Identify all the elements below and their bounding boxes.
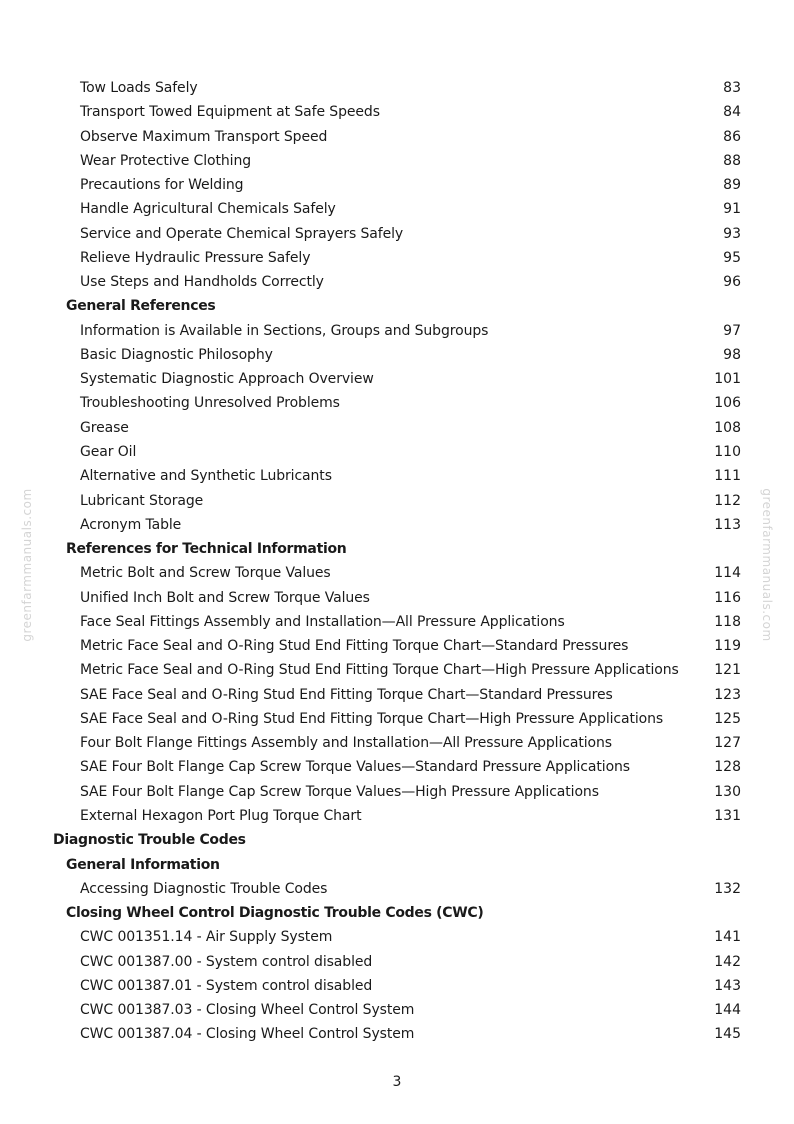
- toc-entry-page-number: 145: [714, 1026, 741, 1043]
- toc-entry[interactable]: [0, 998, 794, 1022]
- toc-entry[interactable]: [0, 804, 794, 828]
- toc-entry[interactable]: [0, 489, 794, 513]
- toc-entry[interactable]: [0, 658, 794, 682]
- toc-entry-page-number: 101: [714, 371, 741, 388]
- toc-entry-title: SAE Face Seal and O-Ring Stud End Fitting Torque Chart—High Pressure Applications: [80, 710, 664, 727]
- toc-entry-page-number: 116: [714, 589, 741, 606]
- toc-entry[interactable]: [0, 391, 794, 415]
- toc-entry-title: External Hexagon Port Plug Torque Chart: [80, 807, 362, 824]
- toc-entry-title: Metric Bolt and Screw Torque Values: [80, 565, 331, 582]
- toc-entry-page-number: 142: [714, 953, 741, 970]
- toc-entry[interactable]: [0, 76, 794, 100]
- toc-entry[interactable]: [0, 367, 794, 391]
- toc-entry-page-number: 130: [714, 783, 741, 800]
- toc-entry-title: SAE Four Bolt Flange Cap Screw Torque Values—Standard Pressure Applications: [80, 759, 630, 776]
- toc-section: [0, 901, 794, 925]
- table-of-contents: [0, 76, 794, 1047]
- page-number: 3: [392, 1074, 402, 1090]
- toc-entry-page-number: 123: [714, 686, 741, 703]
- toc-section: [0, 537, 794, 561]
- toc-entry-page-number: 88: [723, 152, 741, 169]
- toc-entry-page-number: 143: [714, 977, 741, 994]
- toc-entry-title: Systematic Diagnostic Approach Overview: [80, 371, 374, 388]
- toc-entry-title: Service and Operate Chemical Sprayers Safely: [80, 225, 404, 242]
- toc-entry-title: SAE Four Bolt Flange Cap Screw Torque Values—High Pressure Applications: [80, 783, 599, 800]
- toc-entry-page-number: 84: [723, 104, 741, 121]
- toc-entry-page-number: 114: [714, 565, 741, 582]
- toc-entry[interactable]: [0, 464, 794, 488]
- toc-entry[interactable]: [0, 755, 794, 779]
- toc-entry[interactable]: [0, 877, 794, 901]
- toc-entry[interactable]: [0, 1022, 794, 1046]
- toc-section-title: References for Technical Information: [66, 541, 347, 558]
- toc-entry-page-number: 97: [723, 322, 741, 339]
- toc-entry[interactable]: [0, 707, 794, 731]
- toc-entry-page-number: 119: [714, 638, 741, 655]
- toc-entry[interactable]: [0, 561, 794, 585]
- toc-entry-page-number: 111: [714, 468, 741, 485]
- toc-entry[interactable]: [0, 634, 794, 658]
- toc-entry-title: CWC 001387.03 - Closing Wheel Control System: [80, 1002, 415, 1019]
- toc-entry-page-number: 118: [714, 613, 741, 630]
- toc-entry[interactable]: [0, 270, 794, 294]
- toc-entry-title: SAE Face Seal and O-Ring Stud End Fitting Torque Chart—Standard Pressures: [80, 686, 613, 703]
- toc-entry-page-number: 91: [723, 201, 741, 218]
- toc-entry-page-number: 83: [723, 80, 741, 96]
- toc-entry-page-number: 121: [714, 662, 741, 679]
- toc-entry[interactable]: [0, 683, 794, 707]
- toc-section-title: General References: [66, 298, 216, 315]
- toc-entry[interactable]: [0, 197, 794, 221]
- toc-entry[interactable]: [0, 416, 794, 440]
- toc-entry[interactable]: [0, 246, 794, 270]
- toc-entry-page-number: 112: [714, 492, 741, 509]
- toc-entry-page-number: 131: [714, 807, 741, 824]
- toc-entry-title: Information is Available in Sections, Groups and Subgroups: [80, 322, 489, 339]
- toc-entry-page-number: 96: [723, 274, 741, 291]
- toc-entry[interactable]: [0, 586, 794, 610]
- toc-entry-page-number: 127: [714, 735, 741, 752]
- toc-entry-title: CWC 001387.01 - System control disabled: [80, 977, 373, 994]
- toc-entry-title: CWC 001387.00 - System control disabled: [80, 953, 373, 970]
- toc-entry-page-number: 110: [714, 443, 741, 460]
- toc-entry-page-number: 86: [723, 128, 741, 145]
- toc-entry-page-number: 89: [723, 177, 741, 194]
- watermark-left: greenfarmmanuals.com: [20, 488, 34, 642]
- toc-entry-page-number: 108: [714, 419, 741, 436]
- toc-entry-title: Precautions for Welding: [80, 177, 244, 194]
- toc-entry-title: Observe Maximum Transport Speed: [80, 128, 328, 145]
- toc-entry-title: Handle Agricultural Chemicals Safely: [80, 201, 336, 218]
- toc-entry-title: Alternative and Synthetic Lubricants: [80, 468, 332, 485]
- toc-entry-title: CWC 001351.14 - Air Supply System: [80, 929, 333, 946]
- toc-entry[interactable]: [0, 610, 794, 634]
- toc-entry-title: Metric Face Seal and O-Ring Stud End Fitting Torque Chart—High Pressure Applications: [80, 662, 679, 679]
- toc-entry-title: Lubricant Storage: [80, 492, 204, 509]
- toc-entry[interactable]: [0, 100, 794, 124]
- toc-entry-title: CWC 001387.04 - Closing Wheel Control System: [80, 1026, 415, 1043]
- toc-entry-title: Accessing Diagnostic Trouble Codes: [80, 880, 328, 897]
- toc-entry-page-number: 125: [714, 710, 741, 727]
- toc-entry-title: Face Seal Fittings Assembly and Installation—All Pressure Applications: [80, 613, 565, 630]
- toc-chapter-title: Diagnostic Trouble Codes: [53, 832, 246, 849]
- toc-entry-page-number: 106: [714, 395, 741, 412]
- toc-entry-page-number: 93: [723, 225, 741, 242]
- toc-entry-title: Four Bolt Flange Fittings Assembly and Installation—All Pressure Applications: [80, 735, 612, 752]
- toc-entry[interactable]: [0, 925, 794, 949]
- toc-entry-title: Grease: [80, 419, 129, 436]
- toc-entry-page-number: 95: [723, 249, 741, 266]
- toc-entry-title: Transport Towed Equipment at Safe Speeds: [80, 104, 380, 121]
- toc-entry-title: Gear Oil: [80, 443, 137, 460]
- toc-entry-title: Tow Loads Safely: [80, 80, 198, 96]
- toc-section-title: General Information: [66, 856, 220, 873]
- toc-entry-title: Unified Inch Bolt and Screw Torque Values: [80, 589, 370, 606]
- toc-entry-title: Troubleshooting Unresolved Problems: [80, 395, 340, 412]
- toc-entry-page-number: 132: [714, 880, 741, 897]
- toc-section-title: Closing Wheel Control Diagnostic Trouble Codes (CWC): [66, 905, 484, 922]
- toc-section: [0, 853, 794, 877]
- toc-entry[interactable]: [0, 440, 794, 464]
- toc-entry[interactable]: [0, 513, 794, 537]
- toc-entry-title: Basic Diagnostic Philosophy: [80, 346, 273, 363]
- toc-entry-title: Metric Face Seal and O-Ring Stud End Fitting Torque Chart—Standard Pressures: [80, 638, 629, 655]
- toc-entry[interactable]: [0, 125, 794, 149]
- toc-entry-page-number: 128: [714, 759, 741, 776]
- toc-entry-page-number: 98: [723, 346, 741, 363]
- toc-section: [0, 294, 794, 318]
- watermark-right: greenfarmmanuals.com: [760, 488, 774, 642]
- toc-entry-page-number: 113: [714, 516, 741, 533]
- toc-entry-page-number: 144: [714, 1002, 741, 1019]
- toc-entry[interactable]: [0, 780, 794, 804]
- toc-entry[interactable]: [0, 731, 794, 755]
- toc-entry[interactable]: [0, 222, 794, 246]
- toc-entry-title: Acronym Table: [80, 516, 182, 533]
- toc-entry[interactable]: [0, 173, 794, 197]
- toc-entry-page-number: 141: [714, 929, 741, 946]
- toc-entry[interactable]: [0, 343, 794, 367]
- toc-chapter: [0, 828, 794, 852]
- toc-entry[interactable]: [0, 974, 794, 998]
- toc-entry-title: Relieve Hydraulic Pressure Safely: [80, 249, 311, 266]
- toc-entry-title: Use Steps and Handholds Correctly: [80, 274, 324, 291]
- toc-entry-title: Wear Protective Clothing: [80, 152, 252, 169]
- toc-entry[interactable]: [0, 319, 794, 343]
- toc-entry[interactable]: [0, 149, 794, 173]
- toc-entry[interactable]: [0, 950, 794, 974]
